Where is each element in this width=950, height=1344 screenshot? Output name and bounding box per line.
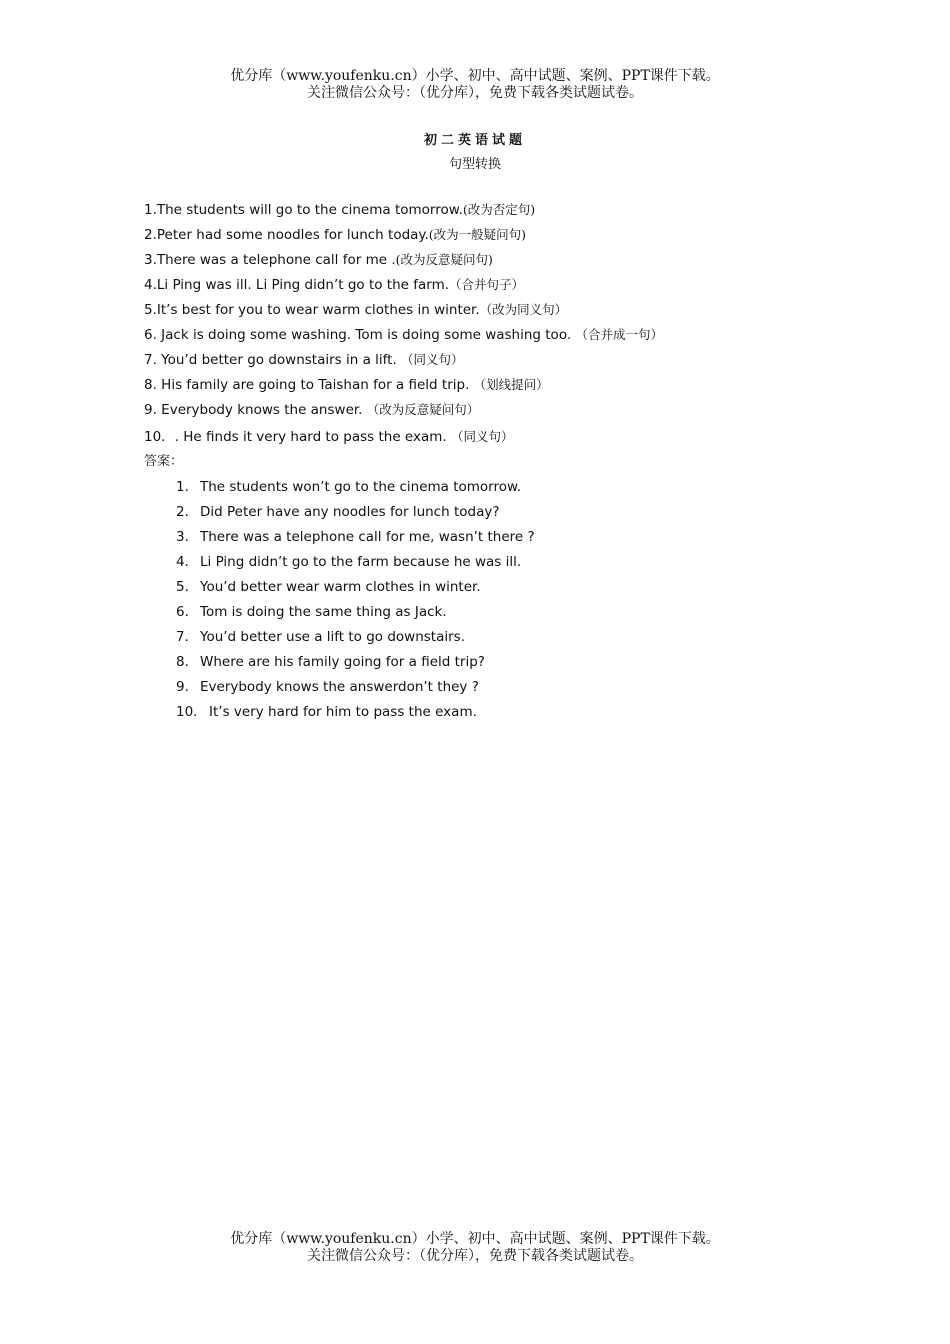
page-header — [0, 68, 950, 102]
document-title: 初二英语试题 — [423, 133, 526, 148]
page-footer — [0, 1231, 950, 1265]
question-item: 9. Everybody knows the answer. （改为反意疑问句） — [144, 402, 480, 418]
question-item: 8. His family are going to Taishan for a field trip. （划线提问） — [144, 377, 549, 393]
question-item: 3.There was a telephone call for me .(改为反意疑问句) — [144, 252, 493, 268]
question-item: 1.The students will go to the cinema tomorrow.(改为否定句) — [144, 202, 536, 218]
footer-line-2: 关注微信公众号：（优分库），免费下载各类试题试卷。 — [307, 1248, 643, 1264]
answer-item: 2． Did Peter have any noodles for lunch today? — [176, 504, 500, 520]
answer-item: 3． There was a telephone call for me, wasn’t there ? — [176, 529, 535, 545]
answer-item: 4． Li Ping didn’t go to the farm because he was ill. — [176, 554, 522, 570]
question-item: 2.Peter had some noodles for lunch today.(改为一般疑问句) — [144, 227, 527, 243]
question-item: 10．. He finds it very hard to pass the exam. （同义句） — [144, 429, 514, 445]
answer-item: 1． The students won’t go to the cinema tomorrow. — [176, 479, 522, 495]
question-item: 4.Li Ping was ill. Li Ping didn’t go to the farm.（合并句子） — [144, 277, 525, 293]
answer-item: 8． Where are his family going for a field trip? — [176, 654, 485, 670]
answer-item: 10． It’s very hard for him to pass the exam. — [176, 704, 477, 720]
answer-item: 7． You’d better use a lift to go downstairs. — [176, 629, 465, 645]
answer-item: 9． Everybody knows the answerdon’t they ? — [176, 679, 479, 695]
question-item: 6. Jack is doing some washing. Tom is doing some washing too. （合并成一句） — [144, 327, 663, 343]
header-line-1: 优分库（www.youfenku.cn）小学、初中、高中试题、案例、PPT课件下载。 — [230, 68, 720, 84]
answer-label: 答案： — [144, 454, 184, 469]
question-item: 7. You’d better go downstairs in a lift. （同义句） — [144, 352, 464, 368]
document-subtitle: 句型转换 — [448, 157, 501, 172]
footer-line-1: 优分库（www.youfenku.cn）小学、初中、高中试题、案例、PPT课件下载。 — [230, 1231, 720, 1247]
answer-item: 5． You’d better wear warm clothes in winter. — [176, 579, 481, 595]
question-item: 5.It’s best for you to wear warm clothes in winter.（改为同义句） — [144, 302, 568, 318]
header-line-2: 关注微信公众号：（优分库），免费下载各类试题试卷。 — [307, 85, 643, 101]
answer-item: 6． Tom is doing the same thing as Jack. — [176, 604, 447, 620]
